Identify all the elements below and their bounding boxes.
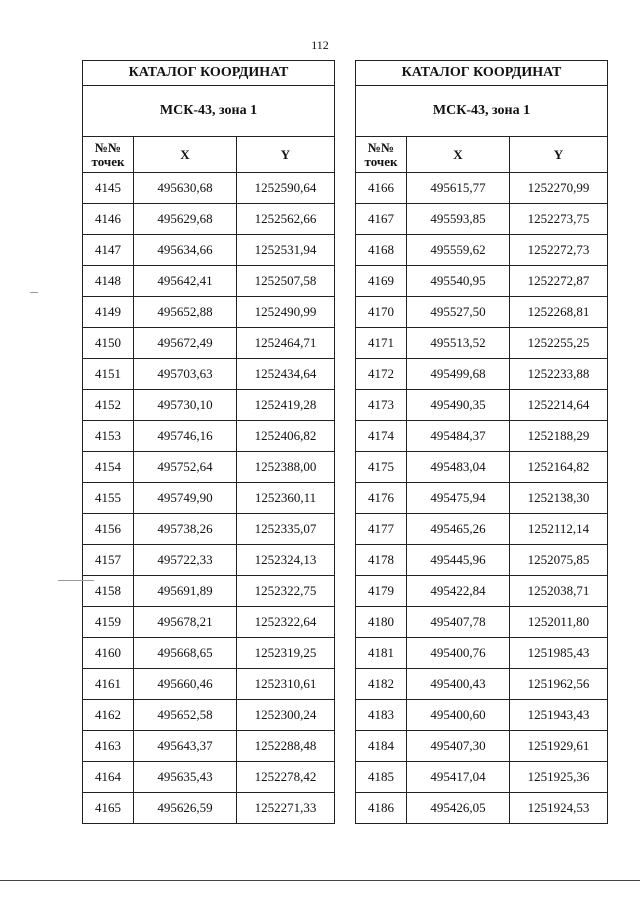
x-coordinate-cell: 495484,37 bbox=[407, 421, 510, 452]
y-coordinate-cell: 1252268,81 bbox=[510, 297, 608, 328]
point-number-cell: 4145 bbox=[83, 173, 134, 204]
x-coordinate-cell: 495642,41 bbox=[134, 266, 237, 297]
point-number-cell: 4161 bbox=[83, 669, 134, 700]
catalog-title: КАТАЛОГ КООРДИНАТ bbox=[83, 61, 335, 86]
y-coordinate-cell: 1252310,61 bbox=[237, 669, 335, 700]
x-coordinate-cell: 495630,68 bbox=[134, 173, 237, 204]
x-coordinate-cell: 495400,43 bbox=[407, 669, 510, 700]
y-coordinate-cell: 1252322,75 bbox=[237, 576, 335, 607]
point-number-cell: 4181 bbox=[356, 638, 407, 669]
table-row bbox=[356, 452, 608, 483]
y-coordinate-cell: 1252490,99 bbox=[237, 297, 335, 328]
y-coordinate-cell: 1252507,58 bbox=[237, 266, 335, 297]
point-number-cell: 4162 bbox=[83, 700, 134, 731]
x-coordinate-cell: 495752,64 bbox=[134, 452, 237, 483]
y-coordinate-cell: 1252562,66 bbox=[237, 204, 335, 235]
x-coordinate-cell: 495490,35 bbox=[407, 390, 510, 421]
x-coordinate-cell: 495703,63 bbox=[134, 359, 237, 390]
column-header-x: X bbox=[134, 137, 237, 173]
table-row bbox=[356, 173, 608, 204]
y-coordinate-cell: 1252300,24 bbox=[237, 700, 335, 731]
y-coordinate-cell: 1251925,36 bbox=[510, 762, 608, 793]
table-row bbox=[356, 731, 608, 762]
point-number-cell: 4182 bbox=[356, 669, 407, 700]
point-number-cell: 4154 bbox=[83, 452, 134, 483]
y-coordinate-cell: 1252138,30 bbox=[510, 483, 608, 514]
point-number-cell: 4146 bbox=[83, 204, 134, 235]
x-coordinate-cell: 495730,10 bbox=[134, 390, 237, 421]
y-coordinate-cell: 1251943,43 bbox=[510, 700, 608, 731]
column-header-y: Y bbox=[237, 137, 335, 173]
catalog-zone: МСК-43, зона 1 bbox=[356, 86, 608, 137]
table-row bbox=[83, 235, 335, 266]
y-coordinate-cell: 1252278,42 bbox=[237, 762, 335, 793]
table-row bbox=[356, 483, 608, 514]
x-coordinate-cell: 495722,33 bbox=[134, 545, 237, 576]
x-coordinate-cell: 495691,89 bbox=[134, 576, 237, 607]
table-row bbox=[356, 576, 608, 607]
x-coordinate-cell: 495483,04 bbox=[407, 452, 510, 483]
table-row bbox=[83, 452, 335, 483]
y-coordinate-cell: 1251929,61 bbox=[510, 731, 608, 762]
x-coordinate-cell: 495593,85 bbox=[407, 204, 510, 235]
y-coordinate-cell: 1252319,25 bbox=[237, 638, 335, 669]
y-coordinate-cell: 1252406,82 bbox=[237, 421, 335, 452]
y-coordinate-cell: 1252335,07 bbox=[237, 514, 335, 545]
y-coordinate-cell: 1252272,73 bbox=[510, 235, 608, 266]
x-coordinate-cell: 495746,16 bbox=[134, 421, 237, 452]
table-row bbox=[83, 731, 335, 762]
x-coordinate-cell: 495400,76 bbox=[407, 638, 510, 669]
y-coordinate-cell: 1252464,71 bbox=[237, 328, 335, 359]
coordinate-catalog-right bbox=[355, 60, 608, 824]
table-row bbox=[83, 545, 335, 576]
x-coordinate-cell: 495465,26 bbox=[407, 514, 510, 545]
point-number-cell: 4173 bbox=[356, 390, 407, 421]
page-bottom-rule bbox=[0, 880, 640, 881]
point-number-cell: 4160 bbox=[83, 638, 134, 669]
point-number-cell: 4184 bbox=[356, 731, 407, 762]
point-number-cell: 4153 bbox=[83, 421, 134, 452]
point-number-cell: 4186 bbox=[356, 793, 407, 824]
page-number: 112 bbox=[311, 38, 329, 52]
y-coordinate-cell: 1252419,28 bbox=[237, 390, 335, 421]
y-coordinate-cell: 1252271,33 bbox=[237, 793, 335, 824]
point-number-cell: 4149 bbox=[83, 297, 134, 328]
table-row bbox=[356, 359, 608, 390]
table-row bbox=[356, 204, 608, 235]
y-coordinate-cell: 1252075,85 bbox=[510, 545, 608, 576]
point-number-cell: 4157 bbox=[83, 545, 134, 576]
point-number-cell: 4175 bbox=[356, 452, 407, 483]
table-row bbox=[83, 638, 335, 669]
table-row bbox=[356, 638, 608, 669]
point-number-cell: 4185 bbox=[356, 762, 407, 793]
point-number-cell: 4178 bbox=[356, 545, 407, 576]
table-row bbox=[356, 700, 608, 731]
table-row bbox=[83, 359, 335, 390]
x-coordinate-cell: 495615,77 bbox=[407, 173, 510, 204]
x-coordinate-cell: 495643,37 bbox=[134, 731, 237, 762]
x-coordinate-cell: 495513,52 bbox=[407, 328, 510, 359]
x-coordinate-cell: 495629,68 bbox=[134, 204, 237, 235]
table-row bbox=[83, 762, 335, 793]
y-coordinate-cell: 1251985,43 bbox=[510, 638, 608, 669]
point-number-cell: 4150 bbox=[83, 328, 134, 359]
table-row bbox=[83, 483, 335, 514]
table-row bbox=[83, 328, 335, 359]
point-number-cell: 4152 bbox=[83, 390, 134, 421]
x-coordinate-cell: 495426,05 bbox=[407, 793, 510, 824]
y-coordinate-cell: 1252255,25 bbox=[510, 328, 608, 359]
y-coordinate-cell: 1252360,11 bbox=[237, 483, 335, 514]
table-row bbox=[83, 700, 335, 731]
point-number-cell: 4172 bbox=[356, 359, 407, 390]
point-number-cell: 4165 bbox=[83, 793, 134, 824]
column-header-point: №№ точек bbox=[356, 137, 407, 173]
y-coordinate-cell: 1252164,82 bbox=[510, 452, 608, 483]
point-number-cell: 4183 bbox=[356, 700, 407, 731]
y-coordinate-cell: 1252038,71 bbox=[510, 576, 608, 607]
y-coordinate-cell: 1252270,99 bbox=[510, 173, 608, 204]
point-number-cell: 4174 bbox=[356, 421, 407, 452]
x-coordinate-cell: 495660,46 bbox=[134, 669, 237, 700]
x-coordinate-cell: 495527,50 bbox=[407, 297, 510, 328]
x-coordinate-cell: 495499,68 bbox=[407, 359, 510, 390]
table-row bbox=[356, 390, 608, 421]
point-number-cell: 4180 bbox=[356, 607, 407, 638]
x-coordinate-cell: 495400,60 bbox=[407, 700, 510, 731]
table-row bbox=[83, 173, 335, 204]
x-coordinate-cell: 495749,90 bbox=[134, 483, 237, 514]
point-number-cell: 4151 bbox=[83, 359, 134, 390]
point-number-cell: 4163 bbox=[83, 731, 134, 762]
table-row bbox=[83, 421, 335, 452]
table-row bbox=[356, 545, 608, 576]
table-row bbox=[356, 328, 608, 359]
table-row bbox=[356, 793, 608, 824]
table-row bbox=[356, 266, 608, 297]
point-number-cell: 4171 bbox=[356, 328, 407, 359]
table-row bbox=[356, 607, 608, 638]
x-coordinate-cell: 495678,21 bbox=[134, 607, 237, 638]
point-number-cell: 4147 bbox=[83, 235, 134, 266]
x-coordinate-cell: 495540,95 bbox=[407, 266, 510, 297]
column-header-point: №№ точек bbox=[83, 137, 134, 173]
x-coordinate-cell: 495475,94 bbox=[407, 483, 510, 514]
y-coordinate-cell: 1251962,56 bbox=[510, 669, 608, 700]
table-row bbox=[83, 669, 335, 700]
point-number-cell: 4158 bbox=[83, 576, 134, 607]
table-row bbox=[83, 390, 335, 421]
point-number-cell: 4170 bbox=[356, 297, 407, 328]
y-coordinate-cell: 1252188,29 bbox=[510, 421, 608, 452]
x-coordinate-cell: 495652,58 bbox=[134, 700, 237, 731]
table-row bbox=[356, 297, 608, 328]
x-coordinate-cell: 495417,04 bbox=[407, 762, 510, 793]
point-number-cell: 4159 bbox=[83, 607, 134, 638]
point-number-cell: 4164 bbox=[83, 762, 134, 793]
table-row bbox=[356, 669, 608, 700]
scan-artifact bbox=[58, 580, 94, 581]
y-coordinate-cell: 1252233,88 bbox=[510, 359, 608, 390]
table-row bbox=[83, 514, 335, 545]
x-coordinate-cell: 495422,84 bbox=[407, 576, 510, 607]
y-coordinate-cell: 1252324,13 bbox=[237, 545, 335, 576]
table-row bbox=[83, 266, 335, 297]
y-coordinate-cell: 1252214,64 bbox=[510, 390, 608, 421]
x-coordinate-cell: 495407,78 bbox=[407, 607, 510, 638]
x-coordinate-cell: 495407,30 bbox=[407, 731, 510, 762]
y-coordinate-cell: 1252011,80 bbox=[510, 607, 608, 638]
point-number-cell: 4168 bbox=[356, 235, 407, 266]
y-coordinate-cell: 1252322,64 bbox=[237, 607, 335, 638]
x-coordinate-cell: 495626,59 bbox=[134, 793, 237, 824]
point-number-cell: 4179 bbox=[356, 576, 407, 607]
point-number-cell: 4155 bbox=[83, 483, 134, 514]
catalog-title: КАТАЛОГ КООРДИНАТ bbox=[356, 61, 608, 86]
y-coordinate-cell: 1252434,64 bbox=[237, 359, 335, 390]
point-number-cell: 4169 bbox=[356, 266, 407, 297]
point-number-cell: 4176 bbox=[356, 483, 407, 514]
table-row bbox=[83, 204, 335, 235]
table-row bbox=[83, 793, 335, 824]
x-coordinate-cell: 495668,65 bbox=[134, 638, 237, 669]
point-number-cell: 4167 bbox=[356, 204, 407, 235]
table-row bbox=[356, 762, 608, 793]
x-coordinate-cell: 495559,62 bbox=[407, 235, 510, 266]
point-number-cell: 4177 bbox=[356, 514, 407, 545]
catalog-zone: МСК-43, зона 1 bbox=[83, 86, 335, 137]
point-number-cell: 4148 bbox=[83, 266, 134, 297]
column-header-x: X bbox=[407, 137, 510, 173]
y-coordinate-cell: 1252112,14 bbox=[510, 514, 608, 545]
table-row bbox=[83, 576, 335, 607]
y-coordinate-cell: 1252531,94 bbox=[237, 235, 335, 266]
y-coordinate-cell: 1252288,48 bbox=[237, 731, 335, 762]
y-coordinate-cell: 1252272,87 bbox=[510, 266, 608, 297]
table-row bbox=[83, 607, 335, 638]
y-coordinate-cell: 1252273,75 bbox=[510, 204, 608, 235]
y-coordinate-cell: 1252590,64 bbox=[237, 173, 335, 204]
x-coordinate-cell: 495635,43 bbox=[134, 762, 237, 793]
point-number-cell: 4166 bbox=[356, 173, 407, 204]
x-coordinate-cell: 495652,88 bbox=[134, 297, 237, 328]
scan-artifact bbox=[30, 292, 38, 293]
y-coordinate-cell: 1252388,00 bbox=[237, 452, 335, 483]
point-number-cell: 4156 bbox=[83, 514, 134, 545]
table-row bbox=[356, 514, 608, 545]
column-header-y: Y bbox=[510, 137, 608, 173]
x-coordinate-cell: 495445,96 bbox=[407, 545, 510, 576]
coordinate-catalog-left bbox=[82, 60, 335, 824]
y-coordinate-cell: 1251924,53 bbox=[510, 793, 608, 824]
x-coordinate-cell: 495738,26 bbox=[134, 514, 237, 545]
table-row bbox=[83, 297, 335, 328]
x-coordinate-cell: 495672,49 bbox=[134, 328, 237, 359]
x-coordinate-cell: 495634,66 bbox=[134, 235, 237, 266]
table-row bbox=[356, 421, 608, 452]
table-row bbox=[356, 235, 608, 266]
